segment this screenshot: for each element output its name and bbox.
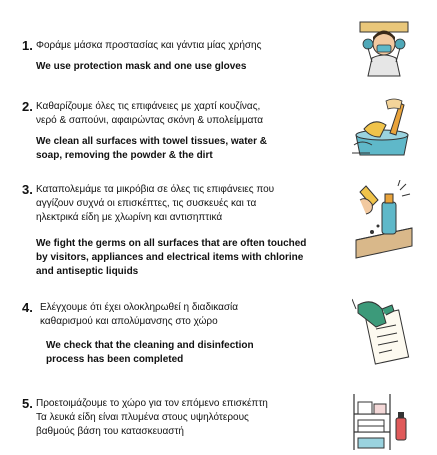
person-wearing-mask-icon bbox=[356, 18, 412, 83]
step-english-text: We clean all surfaces with towel tissues, water & soap, removing the powder & the dirt bbox=[36, 136, 268, 161]
step-greek-text: Καταπολεμάμε τα μικρόβια σε όλες τις επιφάνειες που αγγίζουν συχνά οι επισκέπτες, τις συσκευές και τα ηλεκτρικά είδη με χλωρίνη και αντισηπτικά bbox=[36, 184, 275, 223]
step-english-text: We use protection mask and one use gloves bbox=[36, 61, 247, 72]
disinfectant-spray-icon bbox=[352, 180, 416, 265]
step-greek-text: Φοράμε μάσκα προστασίας και γάντια μίας χρήσης bbox=[36, 40, 262, 51]
step-number: 3. bbox=[22, 182, 33, 197]
checklist-glove-icon bbox=[352, 295, 416, 374]
step-greek-text: Προετοιμάζουμε το χώρο για τον επόμενο επισκέπτη Τα λευκά είδη είναι πλυμένα στους υψηλότερους βαθμούς βάση του κατασκευαστή bbox=[36, 398, 268, 437]
step-number: 5. bbox=[22, 396, 33, 411]
step-greek-text: Ελέγχουμε ότι έχει ολοκληρωθεί η διαδικασία καθαρισμού και απολύμανσης στο χώρο bbox=[40, 302, 239, 327]
cleaning-sponge-bucket-icon bbox=[350, 95, 414, 166]
step-number: 2. bbox=[22, 99, 33, 114]
step-number: 4. bbox=[22, 300, 33, 315]
linen-shelf-icon bbox=[350, 392, 414, 455]
step-number: 1. bbox=[22, 38, 33, 53]
step-greek-text: Καθαρίζουμε όλες τις επιφάνειες με χαρτί κουζίνας, νερό & σαπούνι, αφαιρώντας σκόνη & υπολείμματα bbox=[36, 101, 263, 126]
step-english-text: We check that the cleaning and disinfection process has been completed bbox=[46, 340, 254, 365]
step-english-text: We fight the germs on all surfaces that are often touched by visitors, appliances and electrical items with chlorine and antiseptic liquids bbox=[36, 238, 307, 277]
